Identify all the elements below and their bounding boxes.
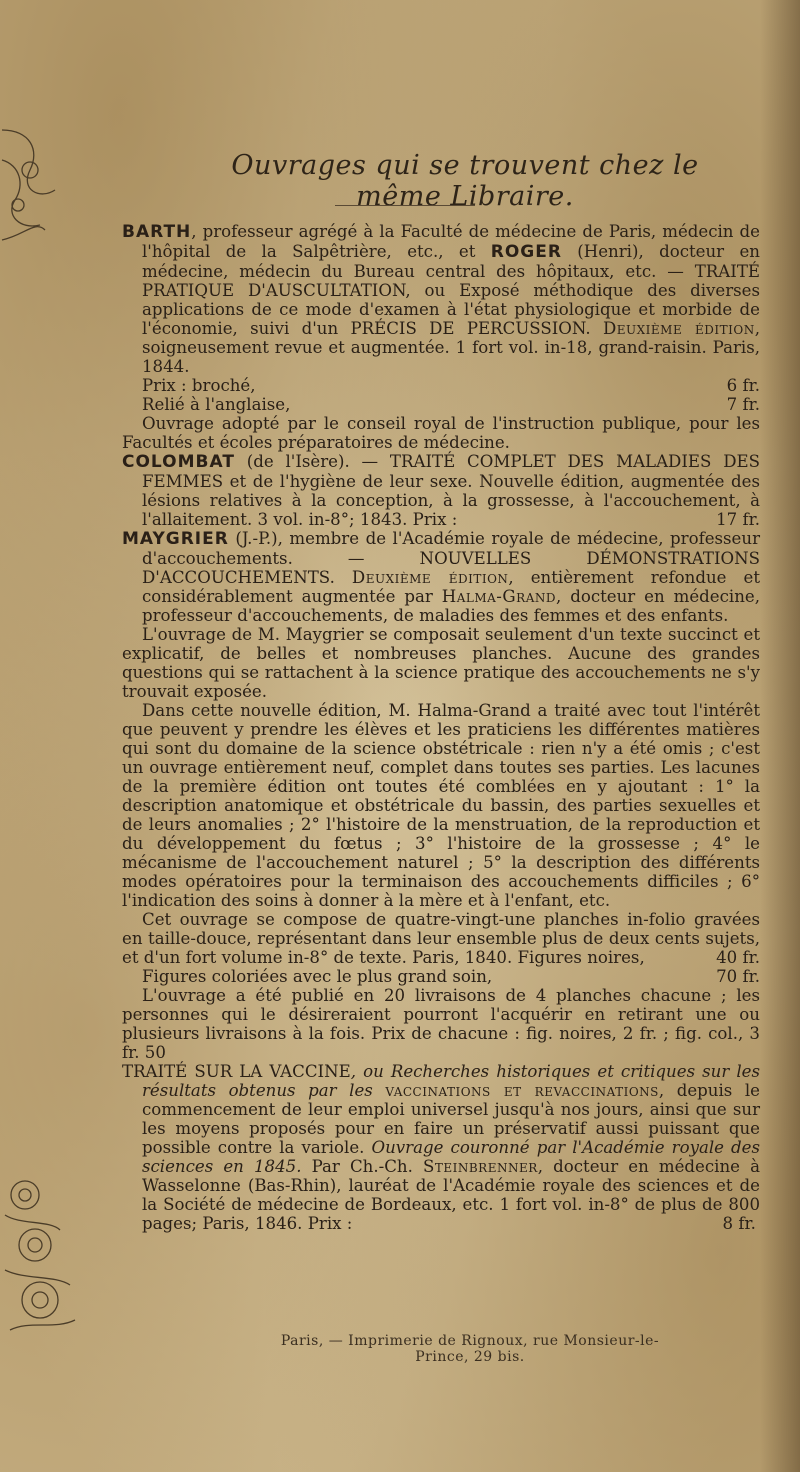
entry-text: (J.-P.), membre de l'Académie royale de médecine, professeur d'accouchements. — NOUVELLES DÉMONSTRATIONS D'ACCOUCHEMENTS. [142,529,760,587]
price-value: 70 fr. [716,967,760,986]
price-value: 17 fr. [716,510,760,529]
entry-maygrier [122,529,760,625]
author-name: ROGER [490,242,562,262]
entry-text: Par Ch.-Ch. [301,1157,423,1176]
entry-text: , docteur en médecine à Wasselonne (Bas-Rhin), lauréat de l'Académie royale des sciences et de la Société de médecine de Bordeaux, etc. 1 fort vol. in-8° de plus de 800 pages; Paris, 1846. Prix : [142,1157,760,1233]
paragraph: L'ouvrage a été publié en 20 livraisons de 4 planches chacune ; les personnes qui le désireraient pourront l'acquérir en retirant une ou plusieurs livraisons à la fois. Prix de chacune : fig. noires, 2 fr. ; fig. col., 3 fr. 50 [122,986,760,1062]
entry-text: , depuis le commencement de leur emploi universel jusqu'à nos jours, ainsi que sur les moyens proposés pour en faire un préservatif aussi puissant que possible contre la variole. [142,1081,761,1157]
award-text: Ouvrage couronné par l'Académie royale des sciences en 1845. [142,1138,760,1176]
page-edge-shadow [760,0,800,1472]
entry-text: (de l'Isère). — TRAITÉ COMPLET DES MALADIES DES FEMMES et de l'hygiène de leur sexe. Nouvelle édition, augmentée des lésions relatives à la conception, à la grossesse, à l'accouchement, à l'allaitement. 3 vol. in-8°; 1843. Prix : [142,452,760,529]
price-value: 8 fr. [722,1214,756,1233]
entry-text: , professeur agrégé à la Faculté de médecine de Paris, médecin de l'hôpital de la Salpêtrière, etc., et [142,222,760,261]
reviser-name: Halma-Grand [441,587,556,606]
paragraph-text: Cet ouvrage se compose de quatre-vingt-une planches in-folio gravées en taille-douce, représentant dans leur ensemble plus de deux cents sujets, et d'un fort volume in-8° de texte. Paris, 1840. Figures noires, [122,910,760,967]
author-name: MAYGRIER [122,529,229,549]
catalog-content [122,222,760,1233]
price-label: Relié à l'anglaise, [142,395,291,414]
paragraph [122,910,760,967]
corner-ornament-top [0,120,70,250]
entry-note: Ouvrage adopté par le conseil royal de l'instruction publique, pour les Facultés et écoles préparatoires de médecine. [122,414,760,452]
corner-ornament-bottom [0,1170,80,1340]
paragraph: Dans cette nouvelle édition, M. Halma-Grand a traité avec tout l'intérêt que peuvent y prendre les élèves et les praticiens les différentes matières qui sont du domaine de la science obstétricale : rien n'y a été omis ; c'est un ouvrage entièrement neuf, complet dans toutes ses parties. Les lacunes de la première édition ont toutes été comblées en y ajoutant : 1° la description anatomique et obstétricale du bassin, des parties sexuelles et de leurs anomalies ; 2° l'histoire de la menstruation, de la reproduction et du développement du fœtus ; 3° l'histoire de la grossesse ; 4° le mécanisme de l'accouchement naturel ; 5° la description des différents modes opératoires pour la terminaison des accouchements difficiles ; 6° l'indication des soins à donner à la mère et à l'enfant, etc. [122,701,760,910]
entry-vaccine [122,1062,760,1233]
book-title: TRAITÉ SUR LA VACCINE [122,1062,351,1081]
imprint-line: Paris, — Imprimerie de Rignoux, rue Monsieur-le-Prince, 29 bis. [280,1333,660,1365]
price-label: Figures coloriées avec le plus grand soin, [142,967,493,986]
price-line [122,376,760,395]
price-value: 7 fr. [726,395,760,414]
header-band [225,150,705,212]
entry-barth [122,222,760,376]
book-subtitle-caps: vaccinations et revaccinations [385,1081,659,1100]
price-value: 6 fr. [726,376,760,395]
author-name: BARTH [122,222,192,242]
title-rule [335,205,475,206]
edition-label: Deuxième édition [351,568,509,587]
price-line [122,967,760,986]
page-title: Ouvrages qui se trouvent chez le même Libraire. [231,150,699,212]
entry-text: , soigneusement revue et augmentée. 1 fort vol. in-18, grand-raisin. Paris, 1844. [142,319,761,376]
author-name: Steinbrenner [422,1157,538,1176]
entry-text: (Henri), docteur en médecine, médecin du Bureau central des hôpitaux, etc. — TRAITÉ PRATIQUE D'AUSCULTATION, ou Exposé méthodique des diverses applications de ce mode d'examen à l'état physiologique et morbide de l'économie, suivi d'un PRÉCIS DE PERCUSSION. [142,242,760,338]
entry-text: , entièrement refondue et considérablement augmentée par [142,568,760,606]
edition-label: Deuxième édition [602,319,755,338]
price-label: Prix : broché, [142,376,256,395]
price-line [122,395,760,414]
entry-colombat [122,452,760,529]
book-subtitle: , ou Recherches historiques et critiques sur les résultats obtenus par les [142,1062,760,1100]
price-value: 40 fr. [716,948,760,967]
entry-text: , docteur en médecine, professeur d'accouchements, de maladies des femmes et des enfants. [142,587,760,625]
paragraph: L'ouvrage de M. Maygrier se composait seulement d'un texte succinct et explicatif, de belles et nombreuses planches. Aucune des grandes questions qui se rattachent à la science pratique des accouchements ne s'y trouvait exposée. [122,625,760,701]
author-name: COLOMBAT [122,452,235,472]
